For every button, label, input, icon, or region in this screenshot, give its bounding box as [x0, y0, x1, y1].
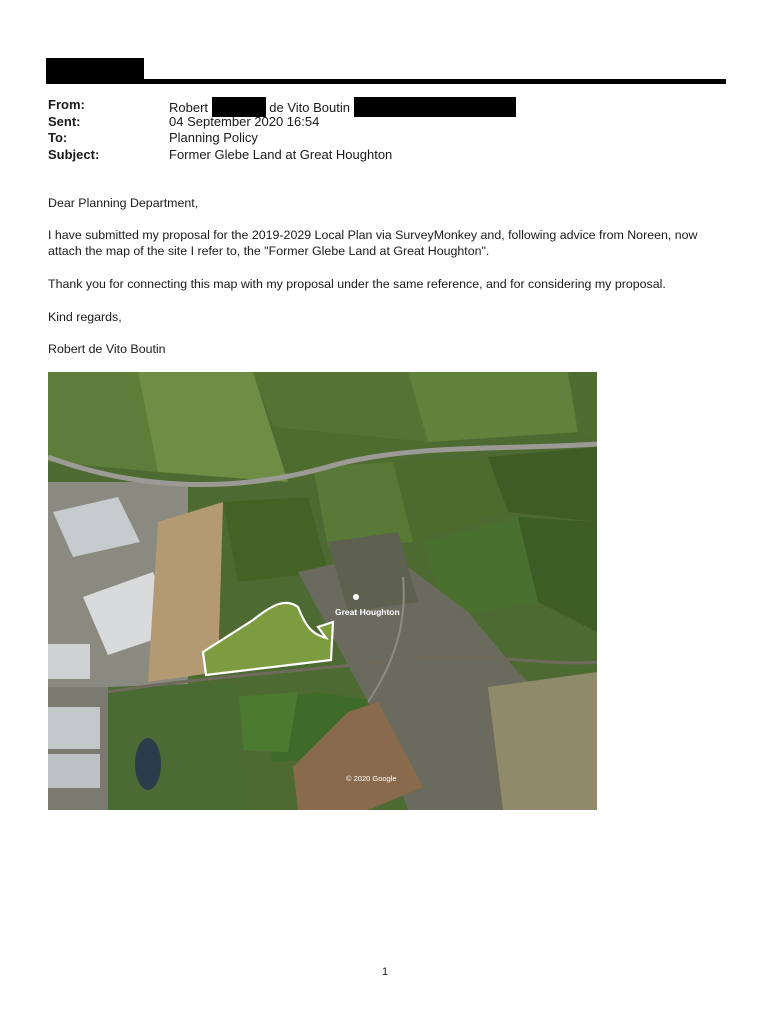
signature: Robert de Vito Boutin [48, 342, 166, 356]
closing: Kind regards, [48, 310, 122, 324]
redaction-block [354, 97, 516, 117]
subject-value: Former Glebe Land at Great Houghton [169, 147, 393, 162]
aerial-map [48, 372, 597, 810]
page-number: 1 [381, 966, 389, 978]
map-copyright: © 2020 Google [346, 774, 397, 783]
sent-value: 04 September 2020 16:54 [169, 114, 320, 129]
body-paragraph: I have submitted my proposal for the 2019-2029 Local Plan via SurveyMonkey and, following advice from Noreen, now attach the map of the site I refer to, the "Former Glebe Land at Great Houghton". [48, 228, 698, 258]
from-last-name: de Vito Boutin [269, 100, 350, 115]
greeting: Dear Planning Department, [48, 196, 199, 210]
from-first-name: Robert [169, 100, 209, 115]
map-place-label: Great Houghton [335, 607, 400, 617]
subject-label: Subject: [48, 147, 100, 162]
body-paragraph: Thank you for connecting this map with my proposal under the same reference, and for considering my proposal. [48, 277, 666, 291]
to-label: To: [48, 130, 68, 145]
header-rule [46, 79, 726, 84]
from-label: From: [48, 97, 85, 112]
sent-label: Sent: [48, 114, 81, 129]
to-value: Planning Policy [169, 130, 258, 145]
